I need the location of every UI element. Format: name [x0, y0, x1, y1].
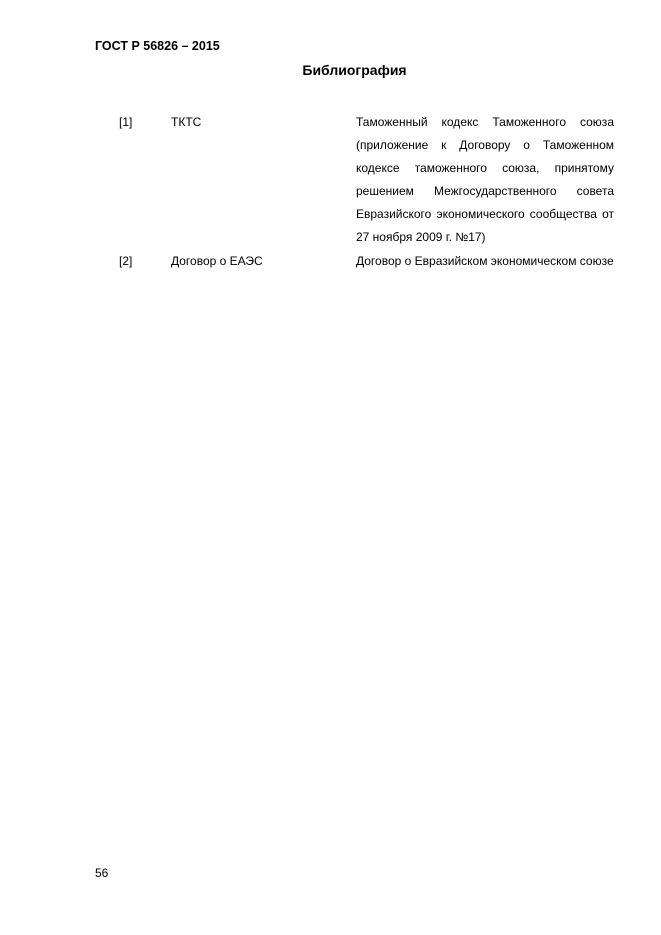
- bibliography-entry-abbreviation: ТКТС: [171, 115, 202, 129]
- bibliography-entry-description: Договор о Евразийском экономическом союзе: [356, 254, 614, 268]
- bibliography-entry-description: Таможенный кодекс Таможенного союза (приложение к Договору о Таможенном кодексе таможенного союза, принятому решением Межгосударственного совета Евразийского экономического сообщества от 27 ноября 2009 г. №17): [356, 115, 614, 244]
- bibliography-entry: [0, 250, 661, 273]
- bibliography-entry-number: [1]: [119, 115, 133, 129]
- bibliography-entry-abbreviation: Договор о ЕАЭС: [171, 254, 263, 268]
- bibliography-entry: [0, 111, 661, 249]
- page-number: 56: [95, 866, 109, 880]
- bibliography-list: [0, 111, 661, 274]
- document-code-header: ГОСТ Р 56826 – 2015: [95, 39, 220, 53]
- page-title: Библиография: [302, 62, 407, 78]
- bibliography-entry-number: [2]: [119, 254, 133, 268]
